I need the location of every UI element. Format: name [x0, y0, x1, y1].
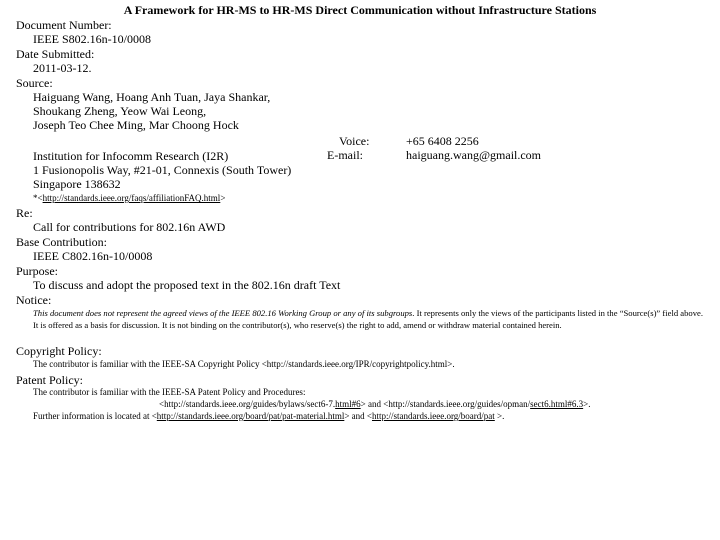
- patent-line-2-open: <: [159, 399, 165, 409]
- institution-line-1: Institution for Infocomm Research (I2R): [33, 149, 229, 163]
- patent-line-2-close: >.: [583, 399, 591, 409]
- institution-line-2: 1 Fusionopolis Way, #21-01, Connexis (South Tower): [33, 163, 292, 177]
- patent-line-3: [33, 410, 504, 422]
- base-contribution-value: IEEE C802.16n-10/0008: [33, 249, 153, 263]
- email-label: E-mail:: [327, 148, 363, 162]
- bylaws-link[interactable]: [164, 399, 361, 409]
- institution-line-3: Singapore 138632: [33, 177, 121, 191]
- patent-line-2-and: > and <: [360, 399, 389, 409]
- source-label: Source:: [16, 76, 53, 90]
- date-value: 2011-03-12.: [33, 61, 92, 75]
- base-contribution-label: Base Contribution:: [16, 235, 107, 249]
- purpose-label: Purpose:: [16, 264, 58, 278]
- affiliation-suffix: >: [220, 193, 226, 203]
- affiliation-faq-link[interactable]: http://standards.ieee.org/faqs/affiliationFAQ.html: [42, 193, 221, 203]
- patent-line-3-text: Further information is located at <: [33, 411, 157, 421]
- re-value: Call for contributions for 802.16n AWD: [33, 220, 226, 234]
- patent-line-3-close: >.: [494, 411, 505, 421]
- copyright-policy-link[interactable]: http://standards.ieee.org/IPR/copyrightpolicy.html: [266, 359, 448, 369]
- notice-text: [33, 307, 705, 331]
- doc-number-value: IEEE S802.16n-10/0008: [33, 32, 151, 46]
- pat-material-link[interactable]: http://standards.ieee.org/board/pat/pat-material.html: [156, 411, 345, 421]
- opman-link-anchor: sect6.html#6.3: [530, 399, 584, 409]
- author-line-3: Joseph Teo Chee Ming, Mar Choong Hock: [33, 118, 239, 132]
- re-label: Re:: [16, 206, 33, 220]
- bylaws-link-anchor: html#6: [335, 399, 361, 409]
- notice-italic-text: This document does not represent the agreed views of the IEEE 802.16 Working Group or any of its subgroups: [33, 308, 413, 318]
- author-line-1: Haiguang Wang, Hoang Anh Tuan, Jaya Shankar,: [33, 90, 271, 104]
- patent-line-1: The contributor is familiar with the IEEE-SA Patent Policy and Procedures:: [33, 387, 306, 397]
- notice-label: Notice:: [16, 293, 52, 307]
- document-title: A Framework for HR-MS to HR-MS Direct Communication without Infrastructure Stations: [123, 3, 597, 17]
- email-value: haiguang.wang@gmail.com: [406, 148, 542, 162]
- date-label: Date Submitted:: [16, 47, 95, 61]
- board-pat-link[interactable]: http://standards.ieee.org/board/pat: [371, 411, 495, 421]
- patent-line-3-and: > and <: [344, 411, 372, 421]
- bylaws-link-text: http://standards.ieee.org/guides/bylaws/sect6-7.: [164, 399, 336, 409]
- patent-label: Patent Policy:: [16, 373, 83, 387]
- purpose-value: To discuss and adopt the proposed text in the 802.16n draft Text: [33, 278, 341, 292]
- doc-number-label: Document Number:: [16, 18, 112, 32]
- opman-link[interactable]: [388, 399, 583, 409]
- affiliation-prefix: *<: [33, 193, 43, 203]
- notice-body-text: . It represents only the views of the participants listed in the “Source(s)” field above. It is offered as a basis for discussion. It is not binding on the contributor(s), who reserve(s) the right to add, amend or withdraw material contained herein.: [33, 308, 703, 330]
- author-line-2: Shoukang Zheng, Yeow Wai Leong,: [33, 104, 207, 118]
- voice-value: +65 6408 2256: [406, 134, 479, 148]
- voice-label: Voice:: [339, 134, 370, 148]
- affiliation-note: [33, 192, 225, 204]
- copyright-text-before: The contributor is familiar with the IEEE-SA Copyright Policy <: [33, 359, 267, 369]
- patent-line-2: [159, 398, 590, 410]
- copyright-text-after: >.: [447, 359, 455, 369]
- opman-link-text: http://standards.ieee.org/guides/opman/: [388, 399, 531, 409]
- copyright-label: Copyright Policy:: [16, 344, 102, 358]
- copyright-text: [33, 358, 455, 370]
